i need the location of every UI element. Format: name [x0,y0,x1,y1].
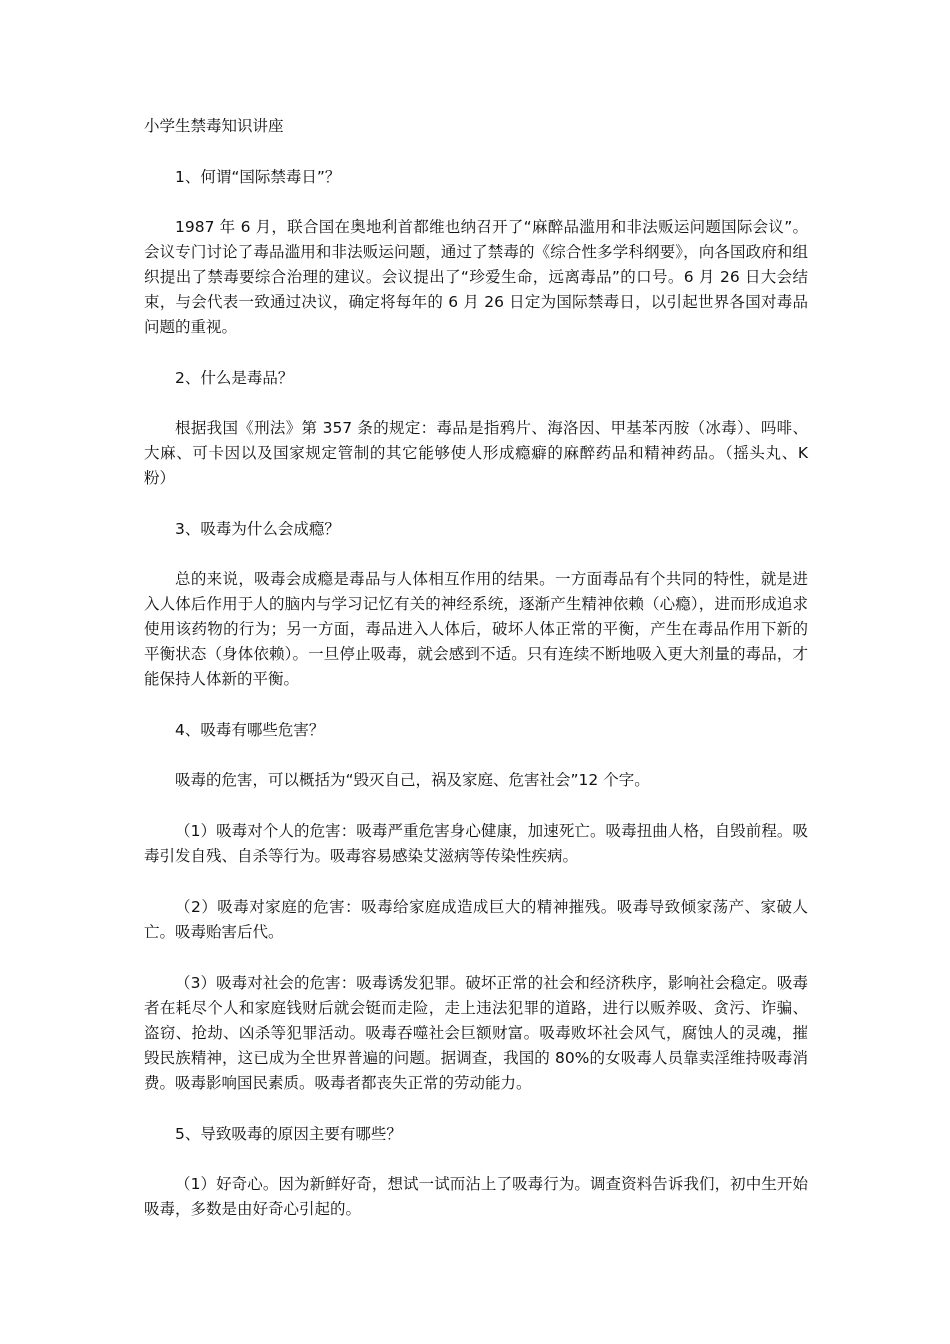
paragraph: 根据我国《刑法》第 357 条的规定：毒品是指鸦片、海洛因、甲基苯丙胺（冰毒）、吗啡、大麻、可卡因以及国家规定管制的其它能够使人形成瘾癖的麻醉药品和精神药品。（摇头丸、K 粉） [144,419,808,487]
document-title: 小学生禁毒知识讲座 [144,117,284,135]
section-heading: 1、何谓“国际禁毒日”？ [175,168,341,186]
paragraph: （1）好奇心。因为新鲜好奇，想试一试而沾上了吸毒行为。调查资料告诉我们，初中生开始吸毒，多数是由好奇心引起的。 [144,1175,808,1218]
paragraph: 吸毒的危害，可以概括为“毁灭自己，祸及家庭、危害社会”12 个字。 [175,771,650,789]
section-heading: 5、导致吸毒的原因主要有哪些？ [175,1125,402,1143]
section-heading: 3、吸毒为什么会成瘾？ [175,520,340,538]
paragraph: （1）吸毒对个人的危害：吸毒严重危害身心健康，加速死亡。吸毒扭曲人格，自毁前程。吸毒引发自残、自杀等行为。吸毒容易感染艾滋病等传染性疾病。 [144,822,808,865]
document-body [144,114,808,1248]
paragraph: （3）吸毒对社会的危害：吸毒诱发犯罪。破坏正常的社会和经济秩序，影响社会稳定。吸毒者在耗尽个人和家庭钱财后就会铤而走险，走上违法犯罪的道路，进行以贩养吸、贪污、诈骗、盗窃、抢劫、凶杀等犯罪活动。吸毒吞噬社会巨额财富。吸毒败坏社会风气，腐蚀人的灵魂，摧毁民族精神，这已成为全世界普遍的问题。据调查，我国的 80%的女吸毒人员靠卖淫维持吸毒消费。吸毒影响国民素质。吸毒者都丧失正常的劳动能力。 [144,974,808,1092]
section-heading: 2、什么是毒品？ [175,369,294,387]
paragraph: （2）吸毒对家庭的危害：吸毒给家庭成造成巨大的精神摧残。吸毒导致倾家荡产、家破人亡。吸毒贻害后代。 [144,898,808,941]
section-heading: 4、吸毒有哪些危害？ [175,721,325,739]
paragraph: 总的来说，吸毒会成瘾是毒品与人体相互作用的结果。一方面毒品有个共同的特性，就是进入人体后作用于人的脑内与学习记忆有关的神经系统，逐渐产生精神依赖（心瘾），进而形成追求使用该药物的行为；另一方面，毒品进入人体后，破坏人体正常的平衡，产生在毒品作用下新的平衡状态（身体依赖）。一旦停止吸毒，就会感到不适。只有连续不断地吸入更大剂量的毒品，才能保持人体新的平衡。 [144,570,808,688]
paragraph: 1987 年 6 月，联合国在奥地利首都维也纳召开了“麻醉品滥用和非法贩运问题国际会议”。会议专门讨论了毒品滥用和非法贩运问题，通过了禁毒的《综合性多学科纲要》，向各国政府和组织提出了禁毒要综合治理的建议。会议提出了“珍爱生命，远离毒品”的口号。6 月 26 日大会结束，与会代表一致通过决议，确定将每年的 6 月 26 日定为国际禁毒日，以引起世界各国对毒品问题的重视。 [144,218,808,336]
